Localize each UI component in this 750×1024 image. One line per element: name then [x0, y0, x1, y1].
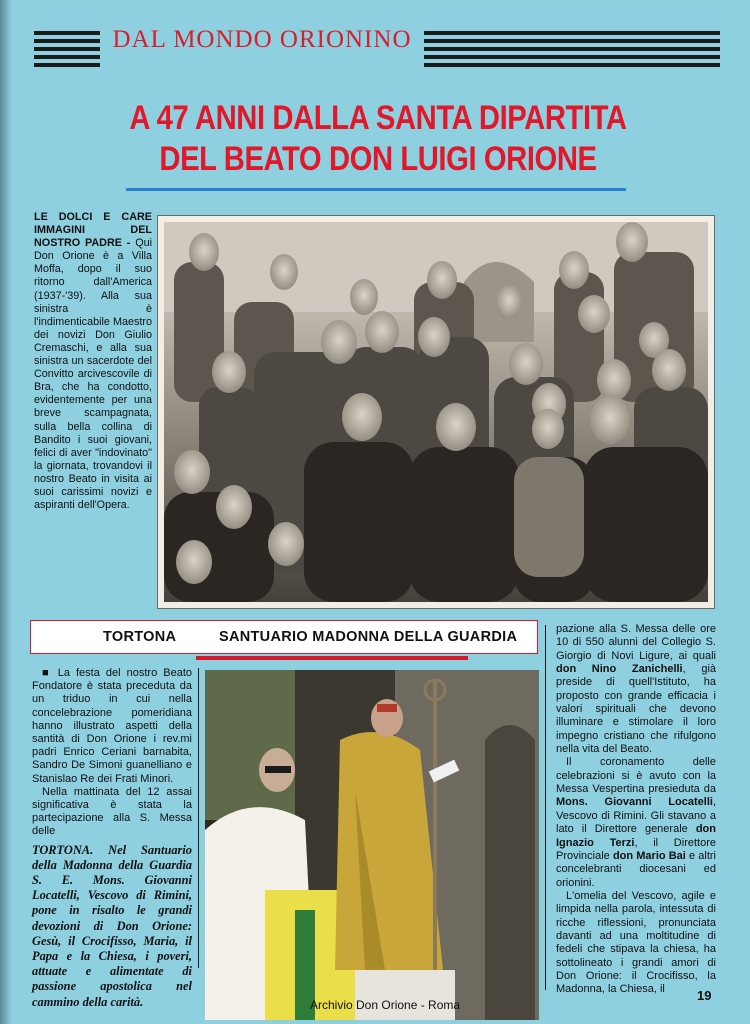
page-number: 19: [697, 988, 712, 1003]
name-nino-zanichelli: don Nino Zanichelli: [556, 663, 683, 676]
bottom-photo-caption: TORTONA. Nel Santuario della Madonna della Guardia S. E. Mons. Giovanni Locatelli, Vescovo di Rimini, pone in risalto le grandi devozioni di Don Orione: Gesù, il Crocifisso, Maria, il Papa e la Chiesa, i poveri, attuate e alimentate di passione apostolica nel cammino della carità.: [32, 842, 192, 1009]
top-photo-caption: [34, 211, 152, 512]
name-mario-bai: don Mario Bai: [612, 849, 686, 862]
column-rule-right: [545, 625, 546, 990]
headline-line-1: A 47 ANNI DALLA SANTA DIPARTITA: [129, 99, 627, 137]
group-photo-illustration: [164, 222, 708, 602]
caption-lead: LE DOLCI E CARE IMMAGINI DEL NOSTRO PADRE -: [34, 211, 152, 250]
article-paragraph-5: L'omelia del Vescovo, agile e limpida nella parola, intessuta di ricche riflessioni, pronunciata davanti ad una moltitudine di fedeli che stipava la chiesa, ha sottolineato i grandi amori di Don Orione: il Crocifisso, la Madonna, la Chiesa, il: [556, 889, 716, 996]
page-gutter-shadow: [0, 0, 12, 1024]
right-text-1c: , già preside di quell'Istituto, ha proposto con grande efficacia i valori spirituali che devono illuminare e stimolare il loro impegno cristiano che rifulgono nella vita del Beato.: [556, 663, 716, 756]
group-photo-frame: [158, 216, 714, 608]
name-ignazio-terzi: don Ignazio Terzi: [556, 823, 716, 849]
banner-rules-left: [34, 31, 100, 75]
name-giovanni-locatelli: Mons. Giovanni Locatelli: [556, 796, 713, 809]
article-right-column: [556, 623, 716, 997]
group-photo: [164, 222, 708, 602]
right-text-1a: pazione alla S. Messa delle ore 10 di 550 alunni del Collegio S. Giorgio di Novi Ligure, ai quali: [556, 623, 716, 662]
article-paragraph-1: [32, 667, 192, 786]
article-left-column: [32, 667, 192, 1010]
article-subtitle: SANTUARIO MADONNA DELLA GUARDIA: [219, 629, 518, 645]
right-text-2c: , Vescovo di Rimini. Gli stavano a lato il Direttore generale: [556, 796, 716, 836]
celebration-photo-illustration: [205, 670, 539, 1020]
article-paragraph-2: Nella mattinata del 12 assai significativa è stata la partecipazione alla S. Messa delle: [32, 785, 192, 838]
right-text-2e: , il Direttore Provinciale: [556, 836, 716, 862]
article-header-box: [30, 620, 538, 654]
headline: [87, 98, 668, 180]
archive-watermark: Archivio Don Orione - Roma: [310, 998, 461, 1012]
caption-body: Qui Don Orione è a Villa Moffa, dopo il suo ritorno dall'America (1937-'39). Alla sua sinistra è l'indimenticabile Maestro dei novizi Don Giulio Cremaschi, e alla sua sinistra un sacerdote del Convitto arcivescovile di Bra, che ha condotto, evidentemente per una breve scampagnata, sulla bella collina di Bandito i suoi giovani, felici di aver "indovinato" la giornata, trovandovi il nostro Beato in visita ai suoi carissimi novizi e aspiranti dell'Opera.: [34, 237, 153, 512]
article-paragraph-3: [556, 623, 716, 756]
article-header-underline: [196, 656, 468, 660]
article-paragraph-1-text: La festa del nostro Beato Fondatore è stata preceduta da un triduo in cui nella concelebrazione pomeridiana hanno illustrato aspetti della santità di Don Orione i rev.mi padri Enrico Ceriani barnabita, Sandro De Simoni guanelliano e Stanislao Re dei Frati Minori.: [32, 667, 192, 785]
right-text-2g: e altri concelebranti diocesani ed orionini.: [556, 849, 716, 889]
headline-line-2: DEL BEATO DON LUIGI ORIONE: [159, 140, 597, 178]
bullet-square-icon: ■: [42, 667, 58, 679]
article-paragraph-4: [556, 756, 716, 889]
column-rule-left: [198, 668, 199, 968]
right-text-2a: Il coronamento delle celebrazioni si è avuto con la Messa Vespertina presieduta da: [556, 756, 716, 796]
article-place: TORTONA: [103, 629, 177, 645]
celebration-photo: [205, 670, 539, 1020]
section-title: DAL MONDO ORIONINO: [112, 26, 412, 53]
headline-underline: [126, 188, 626, 191]
banner-rules-right: [424, 31, 720, 75]
